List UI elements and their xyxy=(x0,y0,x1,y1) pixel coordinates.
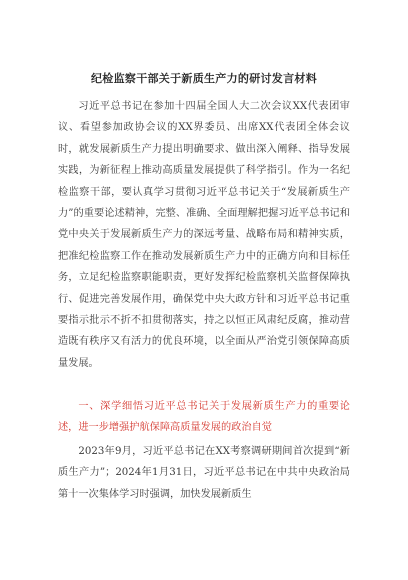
document-title: 纪检监察干部关于新质生产力的研讨发言材料 xyxy=(91,72,317,85)
paragraph-intro: 习近平总书记在参加十四届全国人大二次会议XX代表团审议、看望参加政协会议的XX界委员、出席XX代表团全体会议时，就发展新质生产力提出明确要求、做出深入阐释、指导发展实践，为新征程上推动高质量发展提供了科学指引。作为一名纪检监察干部，要认真学习贯彻习近平总书记关于“发展新质生产力”的重要论述精神，完整、准确、全面理解把握习近平总书记和党中央关于发展新质生产力的深远考量、战略布局和精神实质，把准纪检监察工作在推动发展新质生产力中的正确方向和目标任务，立足纪检监察职能职责，更好发挥纪检监察机关监督保障执行、促进完善发展作用，确保党中央大政方针和习近平总书记重要指示批示不折不扣贯彻落实，持之以恒正风肃纪反腐，推动营造既有秩序又有活力的优良环境，以全面从严治党引领保障高质量发展。 xyxy=(58,101,350,369)
section-heading: 一、深学细悟习近平总书记关于发展新质生产力的重要论述，进一步增强护航保障高质量发展的政治自觉 xyxy=(58,401,350,434)
paragraph-section-1: 2023年9月，习近平总书记在XX考察调研期间首次提到“新质生产力”；2024年1月31日，习近平总书记在中共中央政治局第十一次集体学习时强调，加快发展新质生 xyxy=(58,446,350,500)
